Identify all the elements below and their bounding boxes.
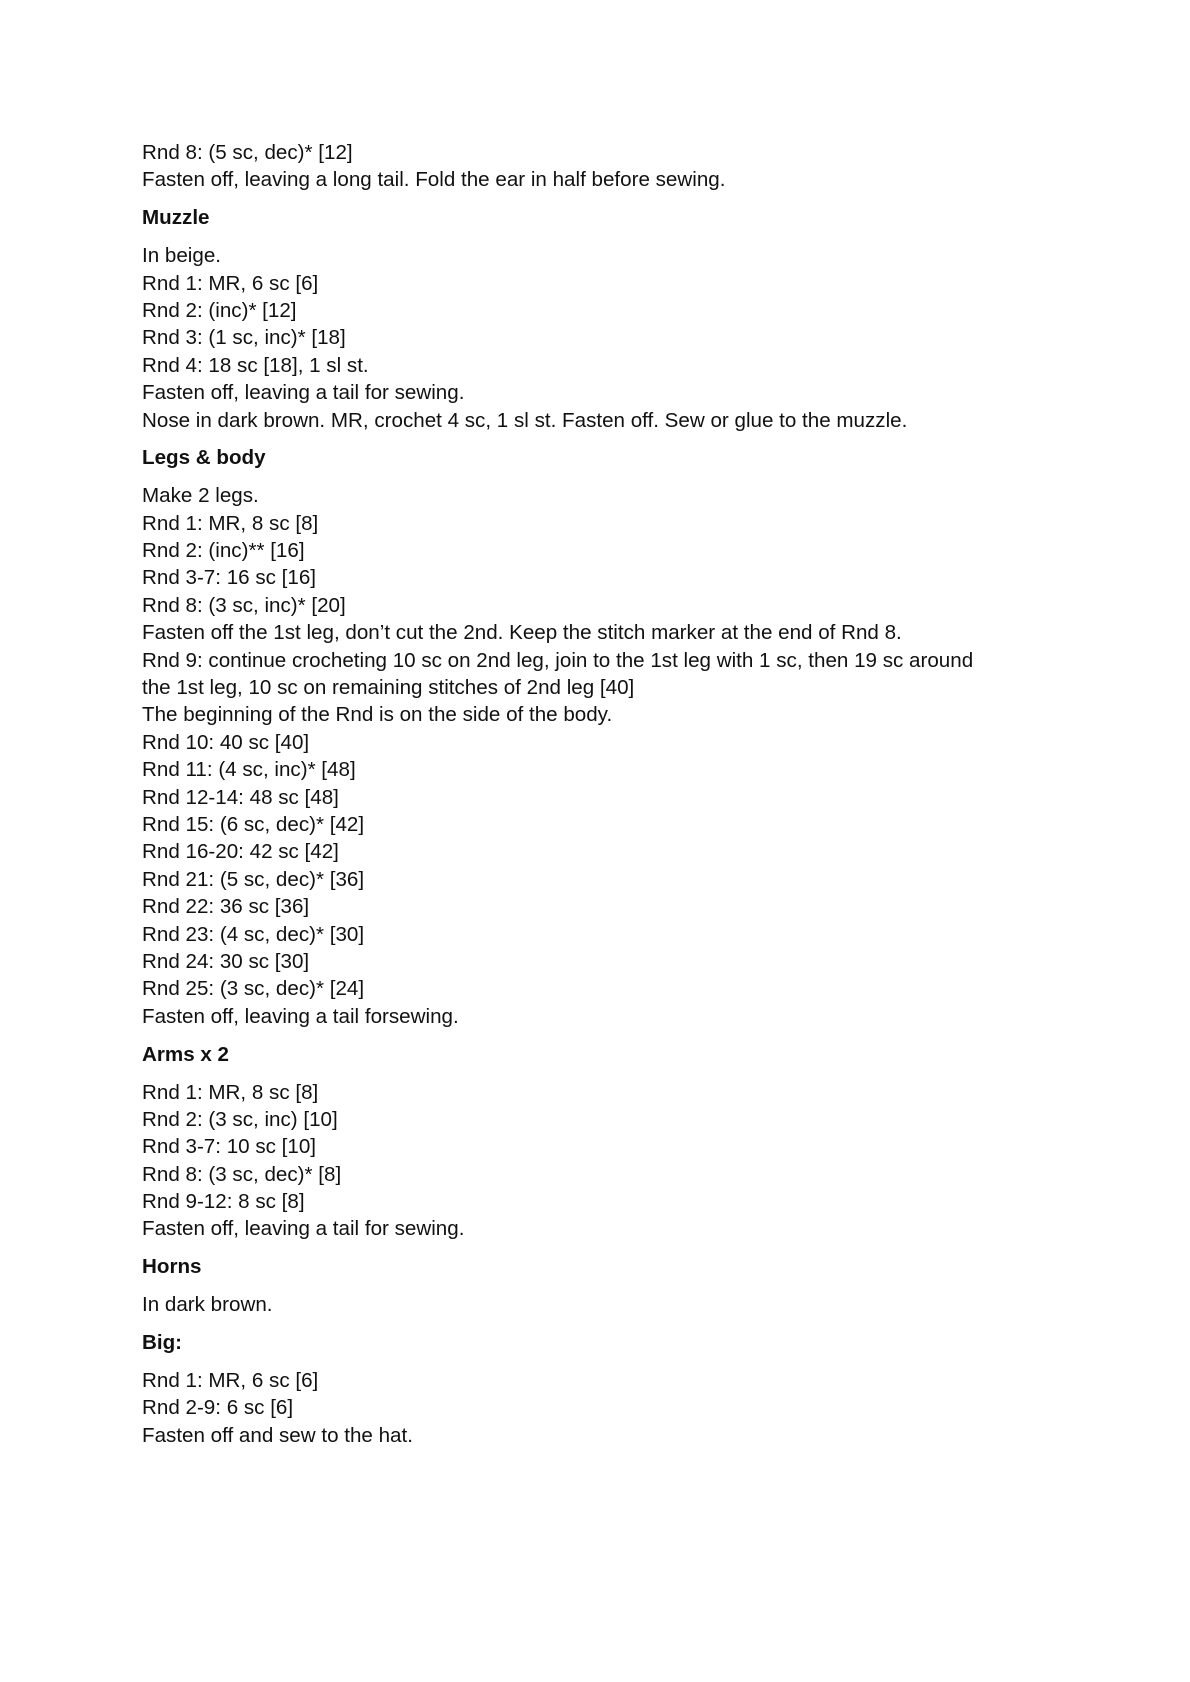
- text-line: Rnd 12-14: 48 sc [48]: [142, 785, 339, 809]
- text-line: The beginning of the Rnd is on the side of the body.: [142, 703, 613, 727]
- text-line: Rnd 3-7: 10 sc [10]: [142, 1135, 317, 1159]
- text-line: the 1st leg, 10 sc on remaining stitches of 2nd leg [40]: [142, 676, 635, 700]
- text-line: Rnd 21: (5 sc, dec)* [36]: [142, 867, 365, 891]
- text-line: In beige.: [142, 244, 222, 268]
- text-line: Rnd 11: (4 sc, inc)* [48]: [142, 758, 356, 782]
- text-line: Nose in dark brown. MR, crochet 4 sc, 1 sl st. Fasten off. Sew or glue to the muzzle.: [142, 408, 908, 432]
- text-line: Rnd 23: (4 sc, dec)* [30]: [142, 922, 365, 946]
- muzzle-section: [142, 204, 1102, 434]
- intro-section: [142, 139, 1102, 194]
- section-heading-muzzle: Muzzle: [142, 206, 210, 230]
- text-line: Rnd 1: MR, 6 sc [6]: [142, 1369, 319, 1393]
- text-line: Rnd 2: (inc)* [12]: [142, 298, 297, 322]
- arms-section: [142, 1041, 1102, 1243]
- text-line: Rnd 1: MR, 8 sc [8]: [142, 1080, 319, 1104]
- text-line: Rnd 9: continue crocheting 10 sc on 2nd leg, join to the 1st leg with 1 sc, then 19 sc around: [142, 648, 974, 672]
- text-line: Rnd 3: (1 sc, inc)* [18]: [142, 326, 346, 350]
- text-line: Fasten off, leaving a tail forsewing.: [142, 1004, 459, 1028]
- text-line: Rnd 2: (inc)** [16]: [142, 539, 305, 563]
- text-line: Rnd 8: (5 sc, dec)* [12]: [142, 141, 353, 164]
- section-heading-horns: Horns: [142, 1255, 202, 1279]
- horns-section: [142, 1253, 1102, 1318]
- text-line: Rnd 15: (6 sc, dec)* [42]: [142, 812, 365, 836]
- text-line: Rnd 9-12: 8 sc [8]: [142, 1190, 305, 1214]
- text-line: Rnd 8: (3 sc, inc)* [20]: [142, 593, 346, 617]
- text-line: Rnd 22: 36 sc [36]: [142, 895, 310, 919]
- big-horns-section: [142, 1329, 1102, 1449]
- text-line: Rnd 4: 18 sc [18], 1 sl st.: [142, 353, 369, 377]
- text-line: Fasten off the 1st leg, don’t cut the 2nd. Keep the stitch marker at the end of Rnd 8.: [142, 621, 902, 645]
- text-line: Rnd 24: 30 sc [30]: [142, 949, 310, 973]
- text-line: Rnd 2: (3 sc, inc) [10]: [142, 1107, 338, 1131]
- text-line: Rnd 8: (3 sc, dec)* [8]: [142, 1162, 342, 1186]
- section-heading-legs-body: Legs & body: [142, 446, 266, 470]
- text-line: Rnd 25: (3 sc, dec)* [24]: [142, 977, 365, 1001]
- text-line: Rnd 16-20: 42 sc [42]: [142, 840, 339, 864]
- text-line: Fasten off, leaving a tail for sewing.: [142, 381, 465, 405]
- text-line: Fasten off, leaving a long tail. Fold the ear in half before sewing.: [142, 168, 726, 192]
- text-line: In dark brown.: [142, 1293, 273, 1317]
- document-page: [142, 139, 1102, 1449]
- text-line: Rnd 3-7: 16 sc [16]: [142, 566, 317, 590]
- text-line: Fasten off and sew to the hat.: [142, 1423, 413, 1447]
- text-line: Rnd 1: MR, 8 sc [8]: [142, 511, 319, 535]
- text-line: Rnd 1: MR, 6 sc [6]: [142, 271, 319, 295]
- section-heading-arms: Arms x 2: [142, 1042, 230, 1066]
- legs-body-section: [142, 444, 1102, 1030]
- text-line: Rnd 10: 40 sc [40]: [142, 730, 310, 754]
- text-line: Rnd 2-9: 6 sc [6]: [142, 1396, 294, 1420]
- text-line: Fasten off, leaving a tail for sewing.: [142, 1217, 465, 1241]
- text-line: Make 2 legs.: [142, 484, 259, 508]
- section-heading-big: Big:: [142, 1331, 183, 1355]
